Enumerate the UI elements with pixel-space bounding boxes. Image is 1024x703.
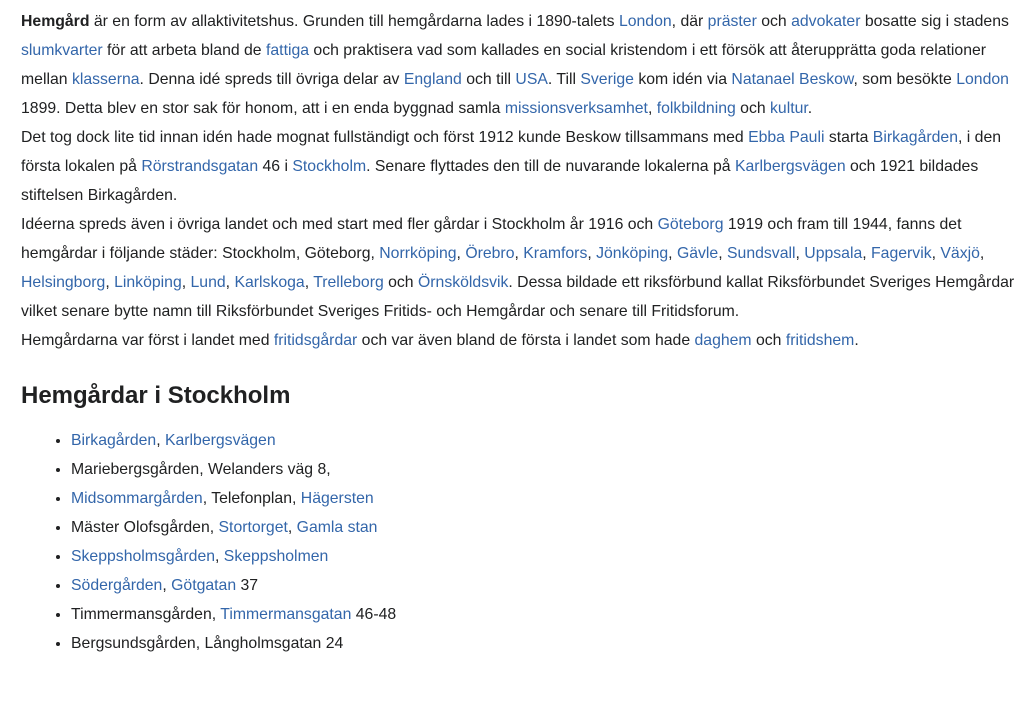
link-fattiga[interactable]: fattiga [266,42,310,59]
list-item-link[interactable]: Skeppsholmsgården [71,548,216,565]
list-item-link[interactable]: Södergården [71,577,163,594]
link-england[interactable]: England [403,71,462,88]
city-link-list: Norrköping, Örebro, Kramfors, Jönköping, Gävle, Sundsvall, Uppsala, Fagervik, Växjö, Helsingborg, Linköping, Lund, Karlskoga, Trelleborg [21,245,985,291]
link-city[interactable]: Norrköping [379,245,457,262]
spread-paragraph: Idéerna spreds även i övriga landet och med start med fler gårdar i Stockholm år 1916 och Göteborg 1919 och fram till 1944, fanns det hemgårdar i följande städer: Stockholm, Göteborg, Norrköping, Örebro, Kramfors, Jönköping, Gävle, Sundsvall, Uppsala, Fagervik, Växjö, Helsingborg, Linköping, Lund, Karlskoga, Trelleborg och Örnsköldsvik. Dessa bildade ett riksförbund kallat Riksförbundet Sveriges Hemgårdar vilket senare bytte namn till Riksförbundet Sveriges Fritids- och Hemgårdar och senare till Fritidsforum. [21,216,1015,320]
list-item: • Birkagården, Karlbergsvägen [71,426,1016,455]
link-missionsverksamhet[interactable]: missionsverksamhet [504,100,648,117]
link-city[interactable]: Örebro [465,245,515,262]
link-ornskoldsvik[interactable]: Örnsköldsvik [417,274,509,291]
list-item-text: Welanders väg 8, [208,461,331,478]
history-paragraph: Det tog dock lite tid innan idén hade mognat fullständigt och först 1912 kunde Beskow tillsammans med Ebba Pauli starta Birkagården, i den första lokalen på Rörstrandsgatan 46 i Stockholm. Senare flyttades den till de nuvarande lokalerna på Karlbergsvägen och 1921 bildades stiftelsen Birkagården. [21,129,1002,204]
link-advokater[interactable]: advokater [791,13,861,30]
list-item: • Mariebergsgården, Welanders väg 8, [71,455,1016,484]
firsts-paragraph: Hemgårdarna var först i landet med fritidsgårdar och var även bland de första i landet som hade daghem och fritidshem. [21,332,859,349]
list-item-text: Timmermansgården [71,606,212,623]
link-kultur[interactable]: kultur [770,100,808,117]
list-item-text: Telefonplan [211,490,293,507]
link-natanael-beskow[interactable]: Natanael Beskow [731,71,854,88]
hemgardar-list [21,426,1016,658]
link-london-2[interactable]: London [956,71,1009,88]
list-item-link[interactable]: Karlbergsvägen [164,432,276,449]
link-rorstrandsgatan[interactable]: Rörstrandsgatan [141,158,259,175]
list-item-text: Mariebergsgården [71,461,200,478]
link-city[interactable]: Karlskoga [234,274,305,291]
intro-paragraph: Hemgård är en form av allaktivitetshus. Grunden till hemgårdarna lades i 1890-talets London, där präster och advokater bosatte sig i stadens slumkvarter för att arbeta bland de fattiga och praktisera vad som kallades en social kristendom i ett försök att återupprätta goda relationer mellan klasserna. Denna idé spreds till övriga delar av England och till USA. Till Sverige kom idén via Natanael Beskow, som besökte London 1899. Detta blev en stor sak för honom, att i en enda byggnad samla missionsverksamhet, folkbildning och kultur. [21,13,1009,117]
article-subject: Hemgård [21,13,90,30]
list-item: • Midsommargården, Telefonplan, Hägersten [71,484,1016,513]
link-folkbildning[interactable]: folkbildning [656,100,736,117]
link-praster[interactable]: präster [707,13,757,30]
link-ebba-pauli[interactable]: Ebba Pauli [748,129,825,146]
list-item-link[interactable]: Midsommargården [71,490,203,507]
list-item-link[interactable]: Gamla stan [296,519,378,536]
link-city[interactable]: Fagervik [871,245,932,262]
list-item-link[interactable]: Götgatan [171,577,237,594]
link-city[interactable]: Jönköping [596,245,669,262]
link-city[interactable]: Helsingborg [21,274,106,291]
link-goteborg[interactable]: Göteborg [657,216,724,233]
link-birkagarden[interactable]: Birkagården [872,129,958,146]
list-item-link[interactable]: Stortorget [218,519,288,536]
list-item: • Bergsundsgården, Långholmsgatan 24 [71,629,1016,658]
link-city[interactable]: Linköping [114,274,182,291]
link-city[interactable]: Gävle [676,245,719,262]
link-stockholm[interactable]: Stockholm [292,158,367,175]
section-heading: Hemgårdar i Stockholm [21,382,291,409]
list-item-link[interactable]: Skeppsholmen [223,548,329,565]
list-item-text: Mäster Olofsgården [71,519,210,536]
list-item: • Timmermansgården, Timmermansgatan 46-48 [71,600,1016,629]
link-fritidshem[interactable]: fritidshem [785,332,855,349]
link-usa[interactable]: USA [515,71,548,88]
link-london[interactable]: London [618,13,672,30]
link-city[interactable]: Trelleborg [313,274,384,291]
link-sverige[interactable]: Sverige [580,71,634,88]
list-item-text: Långholmsgatan 24 [204,635,344,652]
link-city[interactable]: Lund [190,274,226,291]
link-city[interactable]: Sundsvall [727,245,796,262]
link-fritidsgardar[interactable]: fritidsgårdar [273,332,358,349]
link-daghem[interactable]: daghem [694,332,752,349]
list-item: • Skeppsholmsgården, Skeppsholmen [71,542,1016,571]
list-item: • Mäster Olofsgården, Stortorget, Gamla stan [71,513,1016,542]
link-city[interactable]: Kramfors [523,245,588,262]
list-item-link[interactable]: Timmermansgatan [220,606,352,623]
link-city[interactable]: Växjö [940,245,980,262]
list-item-text: Bergsundsgården [71,635,196,652]
list-item: • Södergården, Götgatan 37 [71,571,1016,600]
list-item-link[interactable]: Hägersten [300,490,374,507]
list-item-link[interactable]: Birkagården [71,432,157,449]
article-body [21,7,1016,658]
link-city[interactable]: Uppsala [804,245,863,262]
link-klasserna[interactable]: klasserna [71,71,140,88]
link-slumkvarter[interactable]: slumkvarter [21,42,103,59]
link-karlbergsvagen[interactable]: Karlbergsvägen [734,158,846,175]
